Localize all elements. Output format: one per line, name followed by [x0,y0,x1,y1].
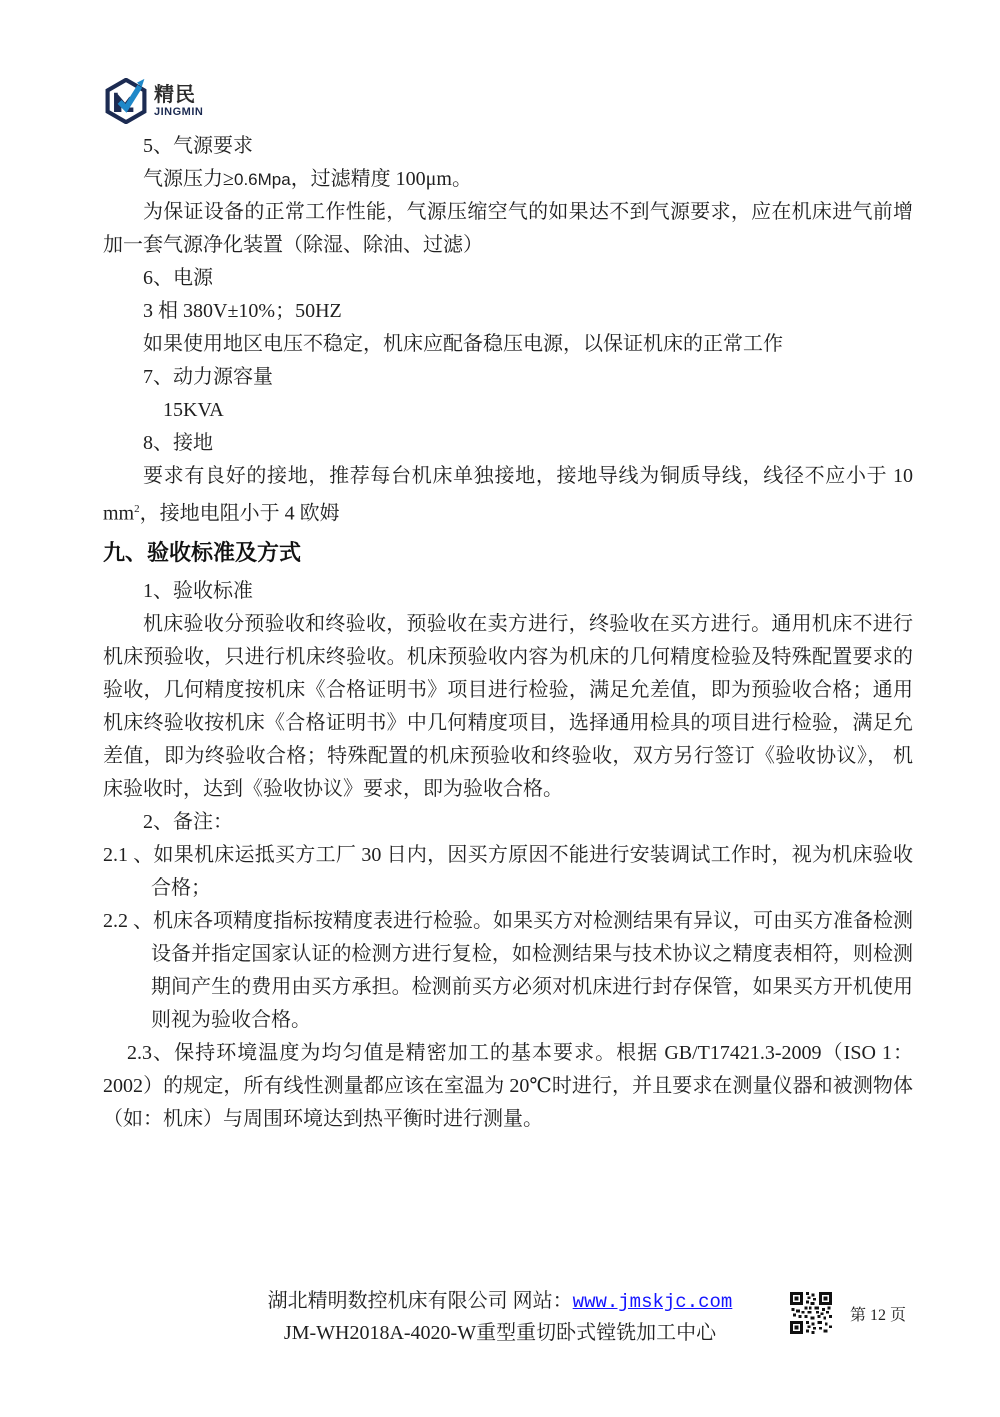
section7-title: 7、动力源容量 [143,366,273,388]
document-body [103,130,913,1136]
acceptance-standard-paragraph: 机床验收分预验收和终验收，预验收在卖方进行，终验收在买方进行。通用机床不进行机床预验收，只进行机床终验收。机床预验收内容为机床的几何精度检验及特殊配置要求的验收，几何精度按机床《合格证明书》项目进行检验，满足允差值，即为预验收合格；通用机床终验收按机床《合格证明书》中几何精度项目，选择通用检具的项目进行检验，满足允差值，即为终验收合格；特殊配置的机床预验收和终验收，双方另行签订《验收协议》， 机床验收时，达到《验收协议》要求，即为验收合格。 [103,612,913,800]
power-spec-line: 3 相 380V±10%；50HZ [143,300,342,322]
remark-2-1: 2.1 、如果机床运抵买方工厂 30 日内，因买方原因不能进行安装调试工作时，视为机床验收合格； [103,843,913,899]
mm-squared-superscript: 2 [134,503,140,515]
acceptance-standard-title: 1、验收标准 [143,579,253,602]
footer-model-line: JM-WH2018A-4020-W重型重切卧式镗铣加工中心 [283,1322,717,1344]
footer-website-link[interactable]: www.jmskjc.com [572,1291,733,1313]
section8-paragraph [103,460,913,531]
logo-english-name: JINGMIN [154,105,204,118]
logo-text [154,85,203,118]
grounding-post: ，接地电阻小于 4 欧姆 [139,502,340,525]
grounding-pre: 要求有良好的接地，推荐每台机床单独接地，接地导线为铜质导线，线径不应小于 10 mm [103,465,913,525]
footer-company-name: 湖北精明数控机床有限公司 [267,1290,508,1312]
section6-paragraph: 如果使用地区电压不稳定，机床应配备稳压电源，以保证机床的正常工作 [143,333,783,355]
section5-paragraph: 为保证设备的正常工作性能，气源压缩空气的如果达不到气源要求，应在机床进气前增加一套气源净化装置（除湿、除油、过滤） [103,201,913,256]
section8-title: 8、接地 [143,432,213,454]
section9-heading: 九、验收标准及方式 [103,539,302,565]
logo-chinese-name: 精民 [154,83,196,106]
air-pressure-line [103,163,913,196]
power-capacity-value: 15KVA [163,399,224,421]
section6-title: 6、电源 [143,267,213,289]
air-pressure-post: ，过滤精度 100μm。 [290,168,472,190]
page-footer [0,1286,1000,1349]
qr-code-icon [790,1292,832,1334]
logo-hexagon-m-check-icon [103,78,149,124]
page-number: 第 12 页 [850,1306,907,1324]
footer-text [220,1286,780,1349]
air-pressure-pre: 气源压力≥ [143,168,234,190]
air-pressure-value: 0.6Mpa [233,170,291,189]
company-logo [103,78,203,124]
remark-2-2: 2.2 、机床各项精度指标按精度表进行检验。如果买方对检测结果有异议，可由买方准备检测设备并指定国家认证的检测方进行复检，如检测结果与技术协议之精度表相符，则检测期间产生的费用由买方承担。检测前买方必须对机床进行封存保管，如果买方开机使用则视为验收合格。 [103,909,913,1031]
remarks-title: 2、备注： [143,810,233,833]
footer-site-label: 网站： [507,1290,573,1312]
footer-right-block [790,1292,906,1334]
section5-title: 5、气源要求 [143,135,253,157]
remark-2-3: 2.3、保持环境温度为均匀值是精密加工的基本要求。根据 GB/T17421.3-2009（ISO 1：2002）的规定，所有线性测量都应该在室温为 20℃时进行，并且要求在测量仪器和被测物体（如：机床）与周围环境达到热平衡时进行测量。 [103,1041,913,1130]
